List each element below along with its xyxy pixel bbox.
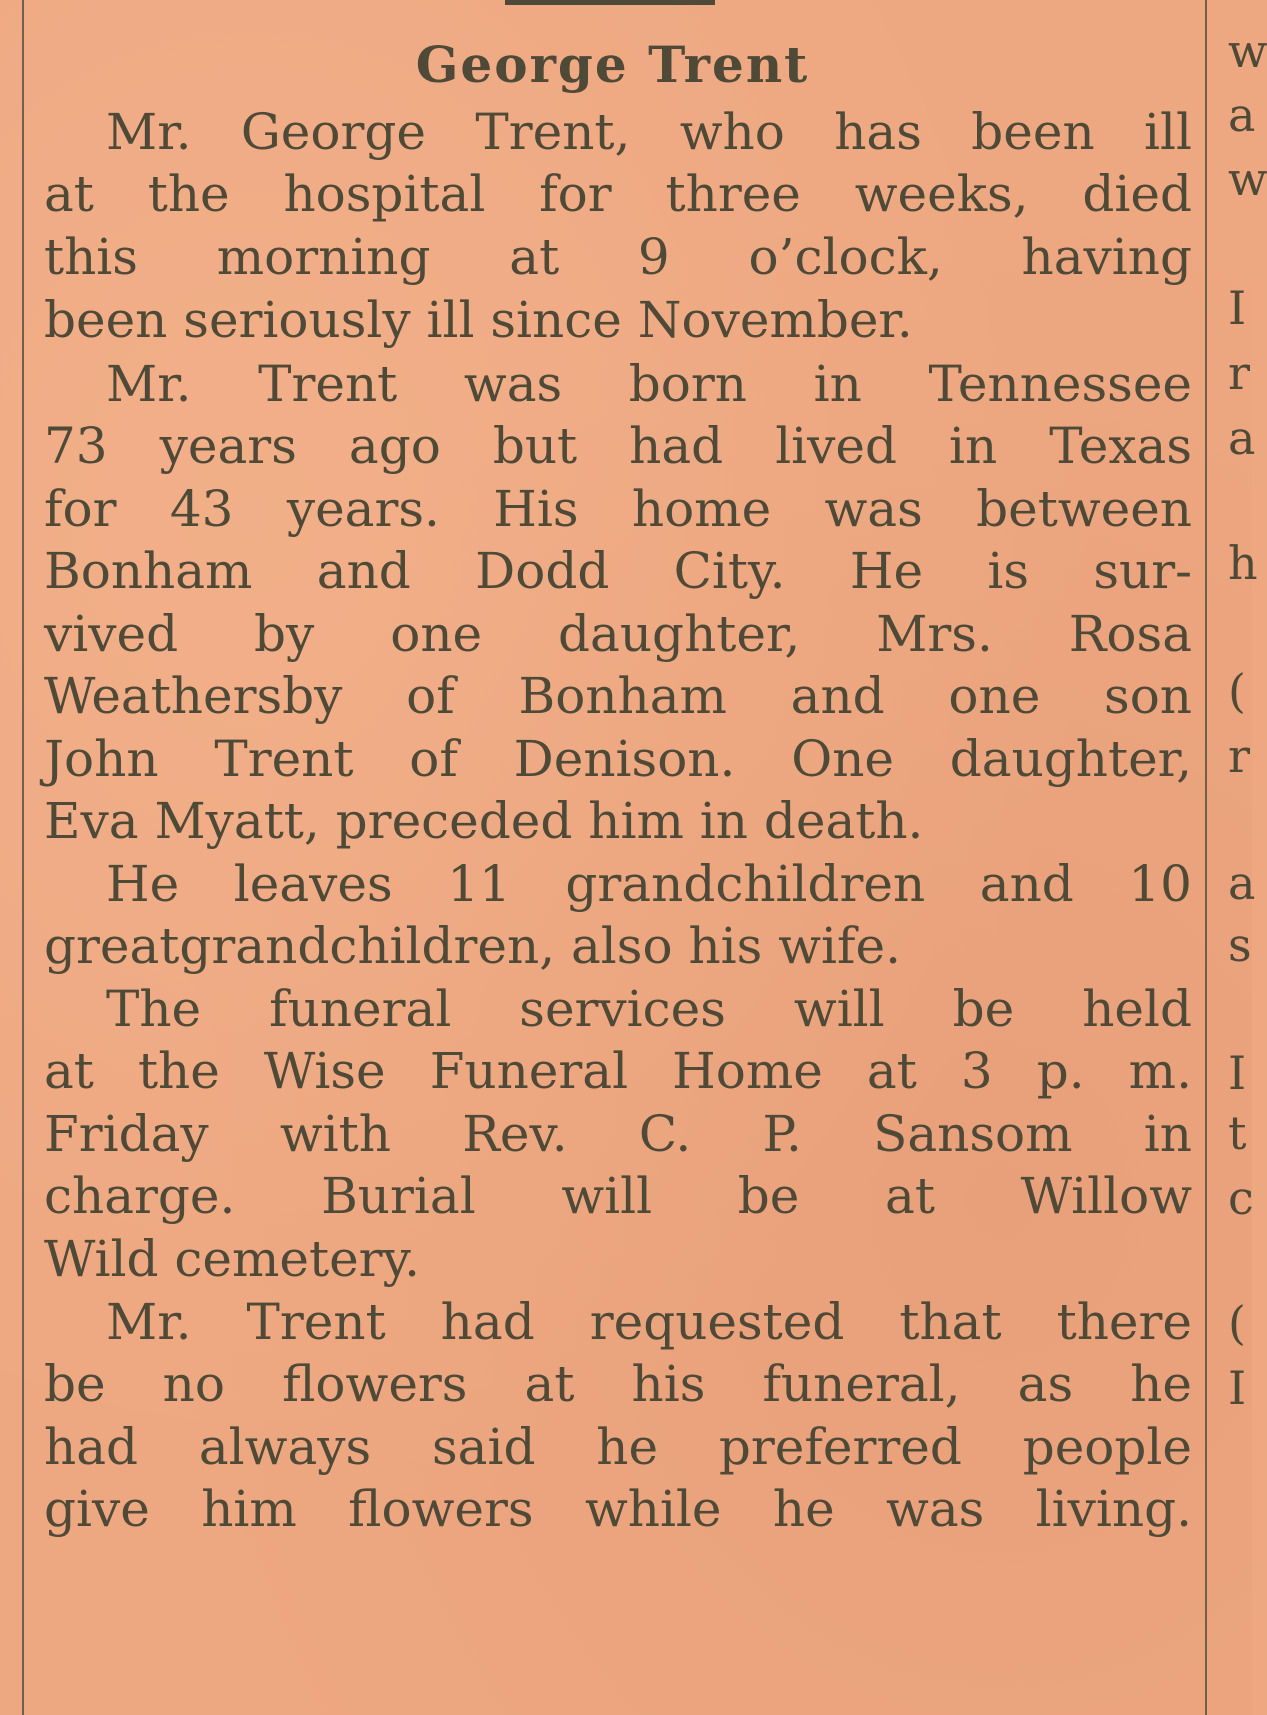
article-line: Wild cemetery. (44, 1230, 421, 1288)
article-line: charge. Burial will be at Willow (44, 1167, 1192, 1225)
article-line: this morning at 9 o’clock, having (44, 228, 1192, 286)
article-headline: George Trent (415, 35, 810, 94)
article-line: had always said he preferred people (44, 1418, 1192, 1476)
article-line: The funeral services will be held (106, 980, 1192, 1038)
adjacent-column-fragment: a (1228, 856, 1256, 910)
article-line: Friday with Rev. C. P. Sansom in (44, 1105, 1192, 1163)
adjacent-column-fragment: w (1228, 24, 1267, 78)
adjacent-column-fragment: t (1228, 1106, 1247, 1160)
top-rule (505, 0, 715, 5)
adjacent-column-fragment: ( (1228, 664, 1246, 718)
article-line: vived by one daughter, Mrs. Rosa (44, 605, 1192, 663)
adjacent-column-fragment: I (1228, 1361, 1247, 1415)
adjacent-column-fragment: I (1228, 1046, 1247, 1100)
article-line: for 43 years. His home was between (44, 480, 1192, 538)
article-line: at the Wise Funeral Home at 3 p. m. (44, 1042, 1192, 1100)
article-line: Bonham and Dodd City. He is sur- (44, 542, 1192, 600)
adjacent-column-fragment: ( (1228, 1296, 1246, 1350)
adjacent-column-fragment: a (1228, 411, 1256, 465)
adjacent-column-fragment: h (1228, 536, 1258, 590)
article-line: give him flowers while he was living. (44, 1480, 1192, 1538)
adjacent-column-fragment: I (1228, 281, 1247, 335)
article-line: be no flowers at his funeral, as he (44, 1355, 1192, 1413)
right-column-rule (1205, 0, 1207, 1715)
article-line: Mr. George Trent, who has been ill (106, 103, 1192, 161)
article-line: John Trent of Denison. One daughter, (44, 730, 1192, 788)
article-line: Weathersby of Bonham and one son (44, 667, 1192, 725)
article-line: greatgrandchildren, also his wife. (44, 917, 901, 975)
adjacent-column-fragment: a (1228, 88, 1256, 142)
article-line: 73 years ago but had lived in Texas (44, 417, 1192, 475)
article-line: Eva Myatt, preceded him in death. (44, 792, 924, 850)
article-line: at the hospital for three weeks, died (44, 165, 1192, 223)
adjacent-column-fragment: w (1228, 152, 1267, 206)
article-line: Mr. Trent was born in Tennessee (106, 355, 1192, 413)
adjacent-column-fragment: c (1228, 1171, 1254, 1225)
adjacent-column-fragment: r (1228, 346, 1250, 400)
article-line: been seriously ill since November. (44, 291, 913, 349)
article-line: Mr. Trent had requested that there (106, 1293, 1192, 1351)
article-line: He leaves 11 grandchildren and 10 (106, 855, 1192, 913)
adjacent-column-fragment: s (1228, 918, 1252, 972)
adjacent-column-fragment: r (1228, 729, 1250, 783)
left-column-rule (22, 0, 24, 1715)
